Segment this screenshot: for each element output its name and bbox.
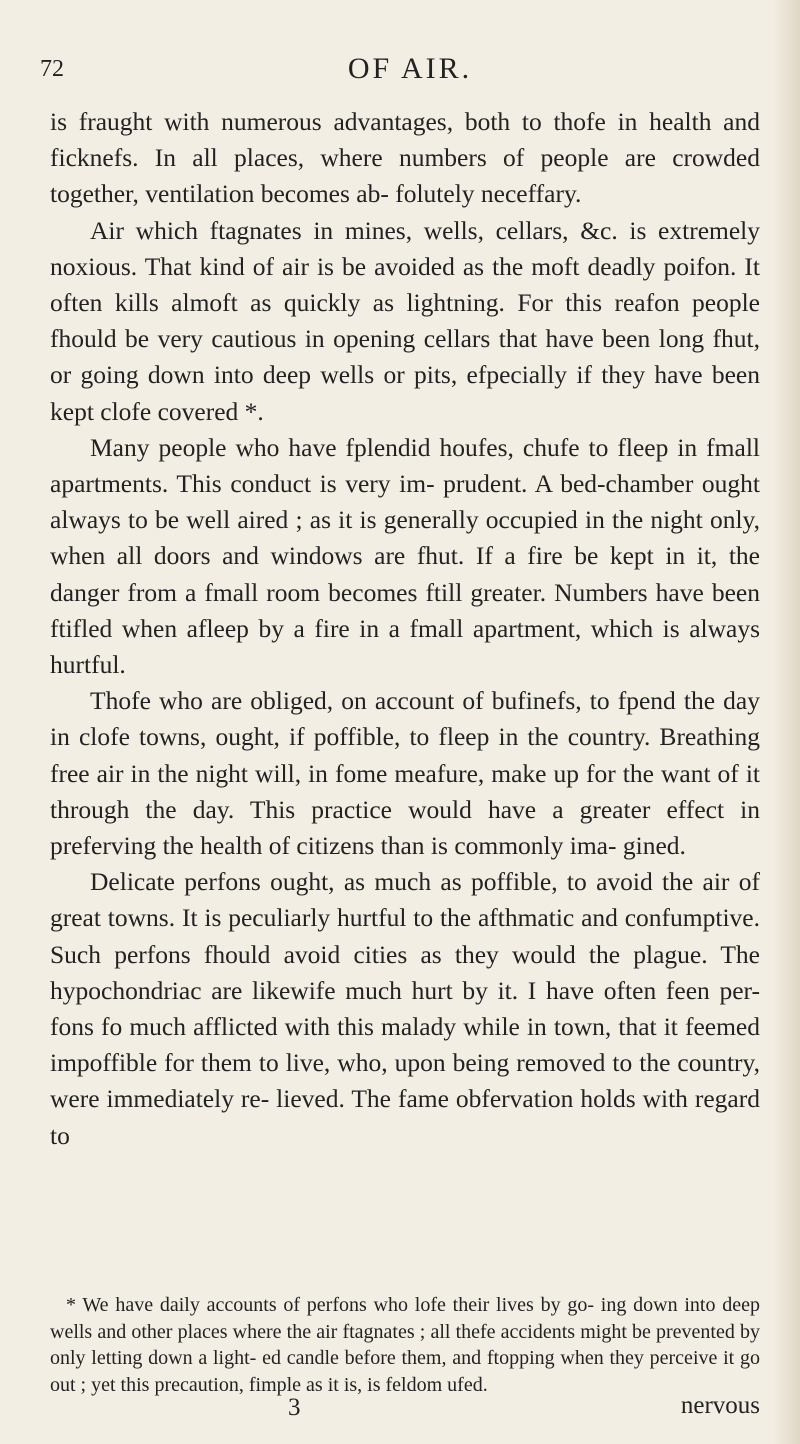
page-header	[40, 52, 780, 96]
paragraph: Delicate perfons ought, as much as poffible, to avoid the air of great towns. It is peculiarly hurtful to the afthmatic and confumptive. Such perfons fhould avoid cities as they would the plague. The hypochondriac are likewife much hurt by it. I have often feen per- fons fo much afflicted with this malady while in town, that it feemed impoffible for them to live, who, upon being removed to the country, were immediately re- lieved. The fame obfervation holds with regard to	[50, 867, 760, 1150]
signature-mark: 3	[288, 1394, 301, 1421]
paragraph: Air which ftagnates in mines, wells, cellars, &c. is extremely noxious. That kind of air is be avoided as the moft deadly poifon. It often kills almoft as quickly as lightning. For this reafon people fhould be very cautious in opening cellars that have been long fhut, or going down into deep wells or pits, efpecially if they have been kept clofe covered *.	[50, 215, 760, 426]
catchword: nervous	[680, 1392, 760, 1419]
paragraph: is fraught with numerous advantages, both to thofe in health and ficknefs. In all places, where numbers of people are crowded together, ventilation becomes ab- folutely neceffary.	[50, 107, 760, 209]
page-number: 72	[40, 56, 64, 82]
paragraph: Thofe who are obliged, on account of bufinefs, to fpend the day in clofe towns, ought, if poffible, to fleep in the country. Breathing free air in the night will, in fome meafure, make up for the want of it through the day. This practice would have a greater effect in preferving the health of citizens than is commonly ima- gined.	[50, 686, 760, 861]
running-head: OF AIR.	[347, 52, 473, 85]
footnote	[50, 1292, 760, 1398]
paragraph: Many people who have fplendid houfes, chufe to fleep in fmall apartments. This conduct is very im- prudent. A bed-chamber ought always to be well aired ; as it is generally occupied in the night only, when all doors and windows are fhut. If a fire be kept in it, the danger from a fmall room becomes ftill greater. Numbers have been ftifled when afleep by a fire in a fmall apartment, which is always hurtful.	[50, 432, 760, 680]
body-text	[50, 104, 760, 1154]
footnote-text: * We have daily accounts of perfons who lofe their lives by go- ing down into deep wells and other places where the air ftagnates ; all thefe accidents might be prevented by only letting down a light- ed candle before them, and ftopping when they perceive it go out ; yet this precaution, fimple as it is, is feldom ufed.	[50, 1294, 760, 1396]
